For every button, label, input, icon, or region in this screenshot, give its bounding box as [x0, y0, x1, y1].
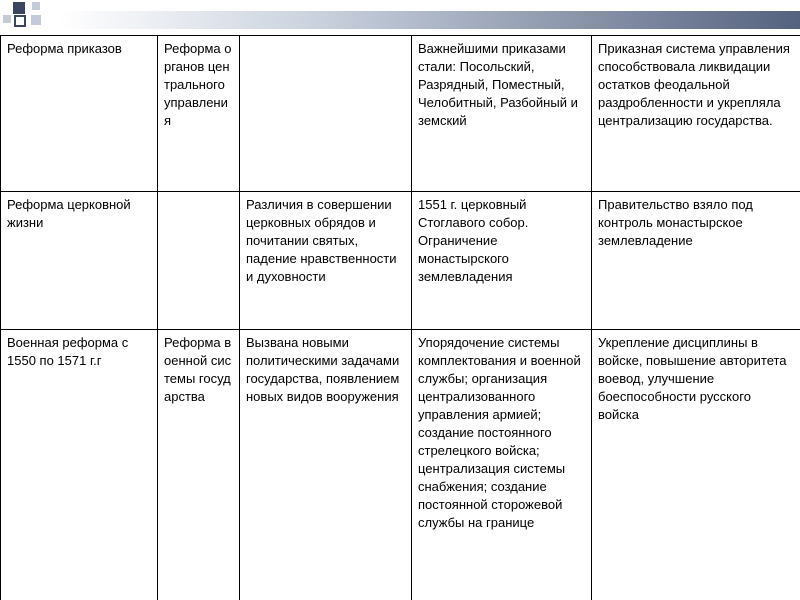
- cell-object: Реформа органов центрального управления: [158, 36, 240, 192]
- cell-content: Упорядочение системы комплектования и военной службы; организация централизованного управления армией; создание постоянного стрелецкого войска; централизация системы снабжения; создание постоянной сторожевой службы на границе: [412, 330, 592, 600]
- cell-reason: [240, 36, 412, 192]
- cell-object: [158, 192, 240, 330]
- cell-reform: Реформа церковной жизни: [1, 192, 158, 330]
- header-gradient-bar: [60, 11, 800, 29]
- cell-result: Правительство взяло под контроль монастырское землевладение: [592, 192, 800, 330]
- decor-square-icon: [32, 2, 40, 10]
- slide-header-decoration: [0, 0, 800, 30]
- decor-square-icon: [13, 2, 25, 14]
- table-row: [1, 330, 800, 600]
- decor-square-outline-icon: [14, 15, 26, 27]
- reforms-table: [0, 35, 800, 600]
- table-row: [1, 36, 800, 192]
- cell-object: Реформа военной системы государства: [158, 330, 240, 600]
- decor-square-icon: [31, 15, 41, 25]
- cell-content: Важнейшими приказами стали: Посольский, Разрядный, Поместный, Челобитный, Разбойный и земский: [412, 36, 592, 192]
- decor-square-icon: [3, 15, 11, 23]
- cell-result: Приказная система управления способствовала ликвидации остатков феодальной раздробленности и укрепляла централизацию государства.: [592, 36, 800, 192]
- cell-result: Укрепление дисциплины в войске, повышение авторитета воевод, улучшение боеспособности русского войска: [592, 330, 800, 600]
- table-row: [1, 192, 800, 330]
- cell-reason: Различия в совершении церковных обрядов и почитании святых, падение нравственности и духовности: [240, 192, 412, 330]
- cell-reason: Вызвана новыми политическими задачами государства, появлением новых видов вооружения: [240, 330, 412, 600]
- cell-reform: Реформа приказов: [1, 36, 158, 192]
- cell-reform: Военная реформа с 1550 по 1571 г.г: [1, 330, 158, 600]
- cell-content: 1551 г. церковный Стоглавого собор. Ограничение монастырского землевладения: [412, 192, 592, 330]
